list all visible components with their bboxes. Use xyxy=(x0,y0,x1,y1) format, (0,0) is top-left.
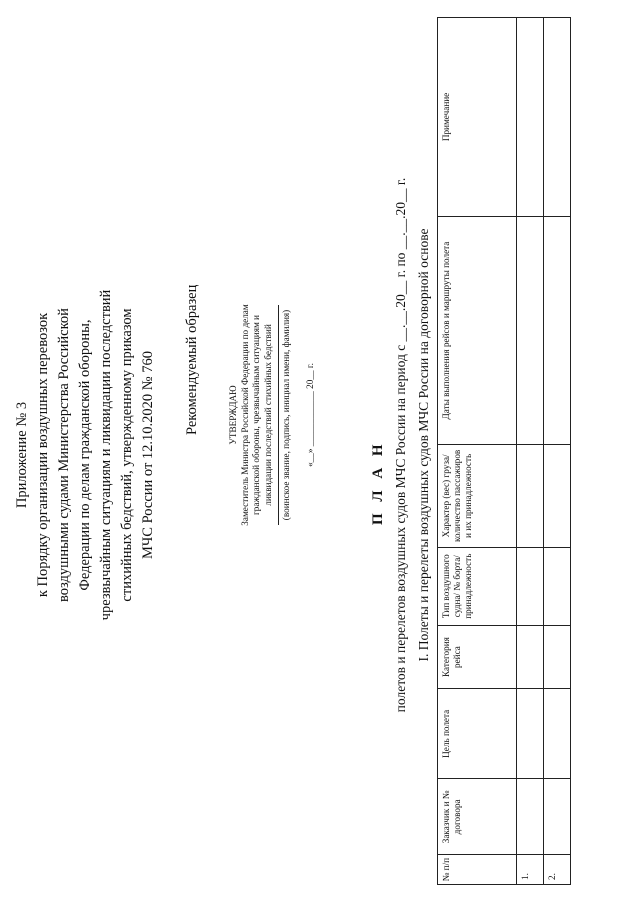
column-header: Характер (вес) груза/количество пассажиров и их принадлежность xyxy=(438,445,517,547)
table-row xyxy=(517,18,544,885)
appendix-header xyxy=(12,255,159,655)
table-cell xyxy=(544,547,571,625)
table-cell: 1. xyxy=(517,855,544,885)
table-cell xyxy=(517,779,544,855)
table-cell xyxy=(544,779,571,855)
recommended-sample-label: Рекомендуемый образец xyxy=(184,284,200,435)
table-cell xyxy=(517,216,544,444)
table-cell xyxy=(544,18,571,217)
approval-block xyxy=(228,225,316,605)
approval-date: «__» ____________ 20__ г. xyxy=(304,363,315,467)
appendix-line: воздушными судами Министерства Российской xyxy=(56,308,72,602)
table-cell: 2. xyxy=(544,855,571,885)
table-cell xyxy=(544,689,571,779)
column-header: Тип воздушного судна/ № борта/ принадлежность xyxy=(438,547,517,625)
section-heading: I. Полеты и перелеты воздушных судов МЧС России на договорной основе xyxy=(416,228,431,662)
table-cell xyxy=(517,445,544,547)
column-header: № п/п xyxy=(438,855,517,885)
column-header: Цель полета xyxy=(438,689,517,779)
approval-heading: УТВЕРЖДАЮ xyxy=(228,385,238,445)
table-cell xyxy=(517,547,544,625)
plan-period: полетов и перелетов воздушных судов МЧС России на период с __.__.20__ г. по __.__.20__ г. xyxy=(393,177,408,713)
table-cell xyxy=(544,216,571,444)
flights-table xyxy=(437,17,571,885)
approval-line: ликвидации последствий стихийных бедствий xyxy=(262,324,273,506)
approval-line: Заместитель Министра Российской Федерации по делам xyxy=(239,304,250,526)
column-header: Примечание xyxy=(438,18,517,217)
column-header: Категория рейса xyxy=(438,625,517,688)
table-cell xyxy=(517,689,544,779)
appendix-line: МЧС России от 12.10.2020 № 760 xyxy=(140,350,156,560)
column-header: Заказчик и № договора xyxy=(438,779,517,855)
column-header: Даты выполнения рейсов и маршруты полета xyxy=(438,216,517,444)
appendix-line: к Порядку организации воздушных перевозок xyxy=(35,312,51,598)
appendix-line: чрезвычайным ситуациям и ликвидации последствий xyxy=(98,289,114,621)
signature-caption: (воинское звание, подпись, инициал имени, фамилия) xyxy=(281,309,291,521)
table-cell xyxy=(517,625,544,688)
appendix-line: стихийных бедствий, утвержденному приказом xyxy=(119,308,135,602)
signature-line xyxy=(278,305,279,525)
appendix-line: Федерации по делам гражданской обороны, xyxy=(77,319,93,591)
approval-line: гражданской обороны, чрезвычайным ситуациям и xyxy=(251,315,261,515)
table-cell xyxy=(517,18,544,217)
appendix-line: Приложение № 3 xyxy=(14,401,30,509)
table-cell xyxy=(544,445,571,547)
table-header-row xyxy=(438,18,517,885)
table-row xyxy=(544,18,571,885)
plan-title: П Л А Н xyxy=(370,440,386,525)
table-cell xyxy=(544,625,571,688)
